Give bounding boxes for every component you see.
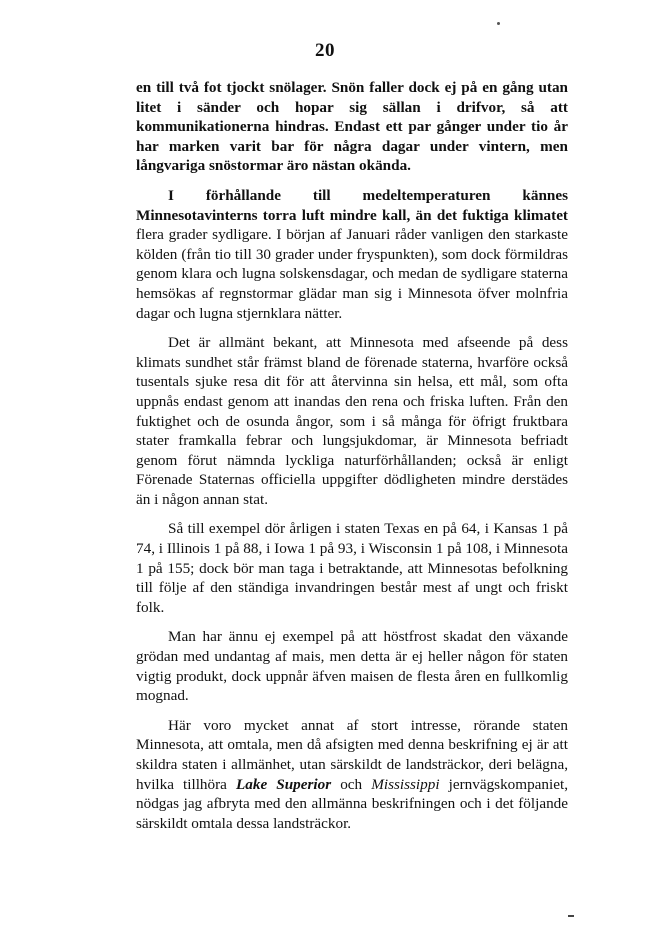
paragraph-3: Det är allmänt bekant, att Minnesota med afseende på dess klimats sundhet står främst bland de förenade staterna, hvarföre också tusentals sjuke resa dit för att återvinna sin helsa, ett mål, som ofta uppnås endast genom att inandas den rena och friska luften. Från den fuktighet och de osunda ångor, som i så många för öfrigt fruktbara stater framkalla febrar och lungsjukdomar, är Minnesota befriadt genom förut nämnda lyckliga naturförhållanden; också är enligt Förenade Staternas officiella uppgifter dödligheten mindre derstädes än i någon annan stat.: [136, 334, 568, 508]
paragraph-6-part-c: jernvägskompaniet, nödgas jag afbryta med den allmänna beskrifningen och i det följande särskildt omtala dessa landsträckor.: [136, 775, 568, 832]
paragraph-6-part-b: och: [331, 775, 372, 793]
paragraph-2-rest: flera grader sydligare. I början af Januari råder vanligen den starkaste kölden (från tio till 30 grader under fryspunkten), som dock förmildras genom klara och lugna solskensdagar, och medan de sydligare staterna hemsökas af regnstormar glädar man sig i Minnesota öfver molnfria dagar och lugna stjernklara nätter.: [136, 226, 568, 322]
mississippi-text: Mississippi: [371, 775, 440, 793]
paragraph-6: [136, 716, 568, 834]
paragraph-2-bold: I förhållande till medeltemperaturen kännes Minnesotavinterns torra luft mindre kall, än det fuktiga klimatet: [136, 186, 568, 224]
lake-superior-text: Lake Superior: [235, 775, 332, 793]
paragraph-6-part-a: Här voro mycket annat af stort intresse, rörande staten Minnesota, att omtala, men då afsigten med denna beskrifning ej är att skildra staten i allmänhet, utan särskildt de landsträckor, deri belägna, hvilka tillhöra: [136, 716, 568, 793]
paragraph-5: Man har ännu ej exempel på att höstfrost skadat den växande grödan med undantag af mais, men detta är ej heller någon för staten vigtig produkt, dock uppnår äfven maisen de flesta åren en fullkomlig mognad.: [136, 628, 568, 705]
page-number: 20: [315, 40, 335, 61]
print-speck: [497, 22, 500, 25]
body-text: [136, 78, 568, 843]
paragraph-2: [136, 186, 568, 323]
print-dash: [568, 915, 574, 917]
paragraph-1: en till två fot tjockt snölager. Snön faller dock ej på en gång utan litet i sänder och hopar sig sällan i drifvor, så att kommunikationerna hindras. Endast ett par gånger under tio år har marken varit bar för några dagar under vintern, men långvariga snöstormar äro nästan okända.: [136, 79, 568, 175]
paragraph-4: Så till exempel dör årligen i staten Texas en på 64, i Kansas 1 på 74, i Illinois 1 på 88, i Iowa 1 på 93, i Wisconsin 1 på 108, i Minnesota 1 på 155; dock bör man taga i betraktande, att Minnesotas befolkning till följe af den ständiga invandringen består mest af ungt och friskt folk.: [136, 520, 568, 616]
